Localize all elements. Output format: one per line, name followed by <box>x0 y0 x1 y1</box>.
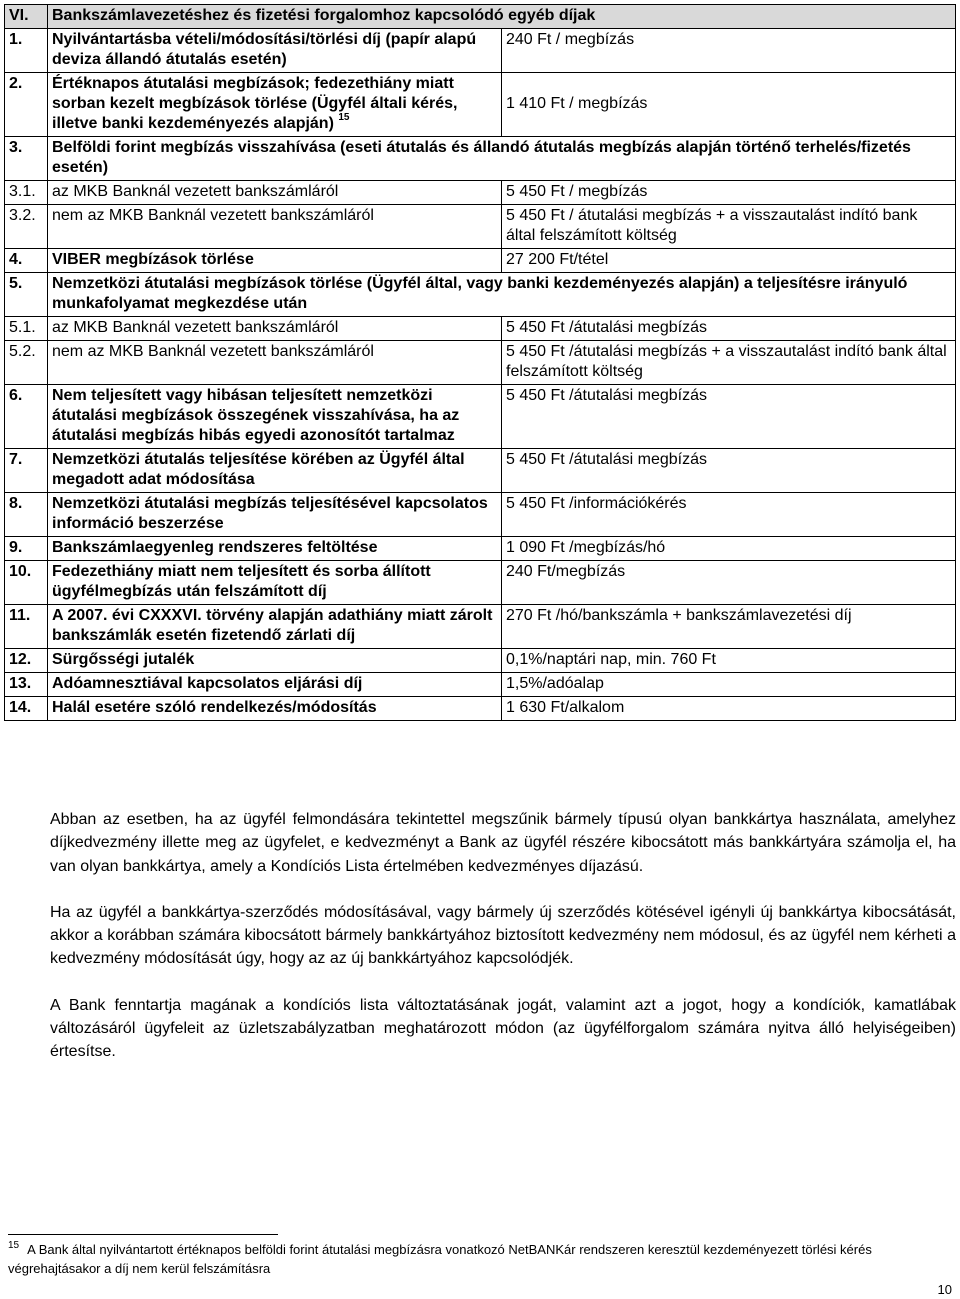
fee-row-6 <box>5 385 956 449</box>
fee-row-5 <box>5 273 956 317</box>
fee-row-10 <box>5 561 956 605</box>
fee-row-13 <box>5 673 956 697</box>
row-description: A 2007. évi CXXXVI. törvény alapján adathiány miatt zárolt bankszámlák esetén fizetendő zárlati díj <box>48 605 502 649</box>
row-description: Belföldi forint megbízás visszahívása (eseti átutalás és állandó átutalás megbízás alapján történő terhelés/fizetés esetén) <box>48 137 956 181</box>
footnote-reference: 15 <box>338 111 350 123</box>
row-number: 5. <box>5 273 48 317</box>
row-price: 5 450 Ft /átutalási megbízás <box>502 449 956 493</box>
row-description-text: Értéknapos átutalási megbízások; fedezethiány miatt sorban kezelt megbízások törlése (Ügyfél általi kérés, illetve banki kezdeményezés alapján) <box>52 75 458 132</box>
fee-row-8 <box>5 493 956 537</box>
row-description: Nemzetközi átutalási megbízás teljesítésével kapcsolatos információ beszerzése <box>48 493 502 537</box>
paragraph: Abban az esetben, ha az ügyfél felmondására tekintettel megszűnik bármely típusú olyan bankkártya használata, amelyhez díjkedvezmény illette meg az ügyfelet, e kedvezményt a Bank az ügyfél részére kibocsátott más bankkártyára számolja el, ha van olyan bankkártya, amely a Kondíciós Lista értelmében kedvezményes díjazású. <box>50 811 956 875</box>
row-price: 5 450 Ft /átutalási megbízás + a visszautalást indító bank által felszámított költség <box>502 341 956 385</box>
row-price: 270 Ft /hó/bankszámla + bankszámlavezetési díj <box>502 605 956 649</box>
row-price: 1 410 Ft / megbízás <box>502 73 956 137</box>
section-header-row <box>5 5 956 29</box>
fee-row-9 <box>5 537 956 561</box>
row-price: 5 450 Ft /átutalási megbízás <box>502 385 956 449</box>
row-description: Fedezethiány miatt nem teljesített és sorba állított ügyfélmegbízás után felszámított díj <box>48 561 502 605</box>
row-number: 12. <box>5 649 48 673</box>
fee-row-14 <box>5 697 956 721</box>
paragraph: Ha az ügyfél a bankkártya-szerződés módosításával, vagy bármely új szerződés kötésével igényli új bankkártya kibocsátását, akkor a korábban számára kibocsátott bármely bankkártyához biztosított kedvezmény nem módosul, és az ügyfél nem kérheti a kedvezmény módosítását úgy, hogy az az új bankkártyához kapcsolódjék. <box>50 903 956 968</box>
fee-table <box>4 4 956 721</box>
row-number: 3.2. <box>5 205 48 249</box>
row-number: 11. <box>5 605 48 649</box>
row-price: 240 Ft/megbízás <box>502 561 956 605</box>
row-description: nem az MKB Banknál vezetett bankszámláról <box>48 341 502 385</box>
row-price: 0,1%/naptári nap, min. 760 Ft <box>502 649 956 673</box>
row-number: 4. <box>5 249 48 273</box>
row-number: 8. <box>5 493 48 537</box>
fee-row-4 <box>5 249 956 273</box>
footnote-mark: 15 <box>8 1240 20 1251</box>
fee-row-12 <box>5 649 956 673</box>
row-price: 1,5%/adóalap <box>502 673 956 697</box>
row-number: 10. <box>5 561 48 605</box>
fee-row-5-1 <box>5 317 956 341</box>
row-number: 7. <box>5 449 48 493</box>
fee-row-5-2 <box>5 341 956 385</box>
row-price: 5 450 Ft / megbízás <box>502 181 956 205</box>
section-title: Bankszámlavezetéshez és fizetési forgalomhoz kapcsolódó egyéb díjak <box>48 5 956 29</box>
row-price: 1 090 Ft /megbízás/hó <box>502 537 956 561</box>
row-number: 14. <box>5 697 48 721</box>
row-number: 2. <box>5 73 48 137</box>
row-description: Halál esetére szóló rendelkezés/módosítás <box>48 697 502 721</box>
row-price: 5 450 Ft / átutalási megbízás + a visszautalást indító bank által felszámított költség <box>502 205 956 249</box>
fee-row-3-1 <box>5 181 956 205</box>
row-price: 5 450 Ft /információkérés <box>502 493 956 537</box>
row-price: 240 Ft / megbízás <box>502 29 956 73</box>
fee-row-1 <box>5 29 956 73</box>
row-description: Adóamnesztiával kapcsolatos eljárási díj <box>48 673 502 697</box>
row-price: 5 450 Ft /átutalási megbízás <box>502 317 956 341</box>
row-number: 6. <box>5 385 48 449</box>
fee-row-3 <box>5 137 956 181</box>
row-number: 13. <box>5 673 48 697</box>
row-number: 1. <box>5 29 48 73</box>
row-price: 1 630 Ft/alkalom <box>502 697 956 721</box>
body-paragraphs <box>50 808 956 1087</box>
row-number: 3.1. <box>5 181 48 205</box>
row-number: 3. <box>5 137 48 181</box>
row-description: nem az MKB Banknál vezetett bankszámláról <box>48 205 502 249</box>
row-price: 27 200 Ft/tétel <box>502 249 956 273</box>
row-description: Nemzetközi átutalás teljesítése körében az Ügyfél által megadott adat módosítása <box>48 449 502 493</box>
row-description: az MKB Banknál vezetett bankszámláról <box>48 317 502 341</box>
page-number: 10 <box>937 1282 952 1297</box>
row-number: 5.2. <box>5 341 48 385</box>
fee-row-11 <box>5 605 956 649</box>
fee-row-2 <box>5 73 956 137</box>
footnote-divider <box>8 1234 278 1235</box>
footnote-text: A Bank által nyilvántartott értéknapos belföldi forint átutalási megbízásra vonatkozó NetBANKár rendszeren keresztül kezdeményezett törlési kérés végrehajtásakor a díj nem kerül felszámításra <box>8 1242 872 1276</box>
row-description <box>48 73 502 137</box>
row-description: Nyilvántartásba vételi/módosítási/törlési díj (papír alapú deviza állandó átutalás esetén) <box>48 29 502 73</box>
row-description: VIBER megbízások törlése <box>48 249 502 273</box>
row-number: 9. <box>5 537 48 561</box>
section-number: VI. <box>5 5 48 29</box>
footnote <box>8 1241 956 1277</box>
row-description: az MKB Banknál vezetett bankszámláról <box>48 181 502 205</box>
paragraph: A Bank fenntartja magának a kondíciós lista változtatásának jogát, valamint azt a jogot, hogy a kondíciók, kamatlábak változásáról ügyfeleit az üzletszabályzatban meghatározott módon (az ügyfélforgalom számára nyitva álló helyiségeiben) értesítse. <box>50 996 956 1061</box>
row-description: Bankszámlaegyenleg rendszeres feltöltése <box>48 537 502 561</box>
row-number: 5.1. <box>5 317 48 341</box>
row-description: Nem teljesített vagy hibásan teljesített nemzetközi átutalási megbízások összegének visszahívása, ha az átutalási megbízás hibás egyedi azonosítót tartalmaz <box>48 385 502 449</box>
row-description: Nemzetközi átutalási megbízások törlése (Ügyfél által, vagy banki kezdeményezés alapján) a teljesítésre irányuló munkafolyamat megkezdése után <box>48 273 956 317</box>
row-description: Sürgősségi jutalék <box>48 649 502 673</box>
fee-row-3-2 <box>5 205 956 249</box>
fee-row-7 <box>5 449 956 493</box>
